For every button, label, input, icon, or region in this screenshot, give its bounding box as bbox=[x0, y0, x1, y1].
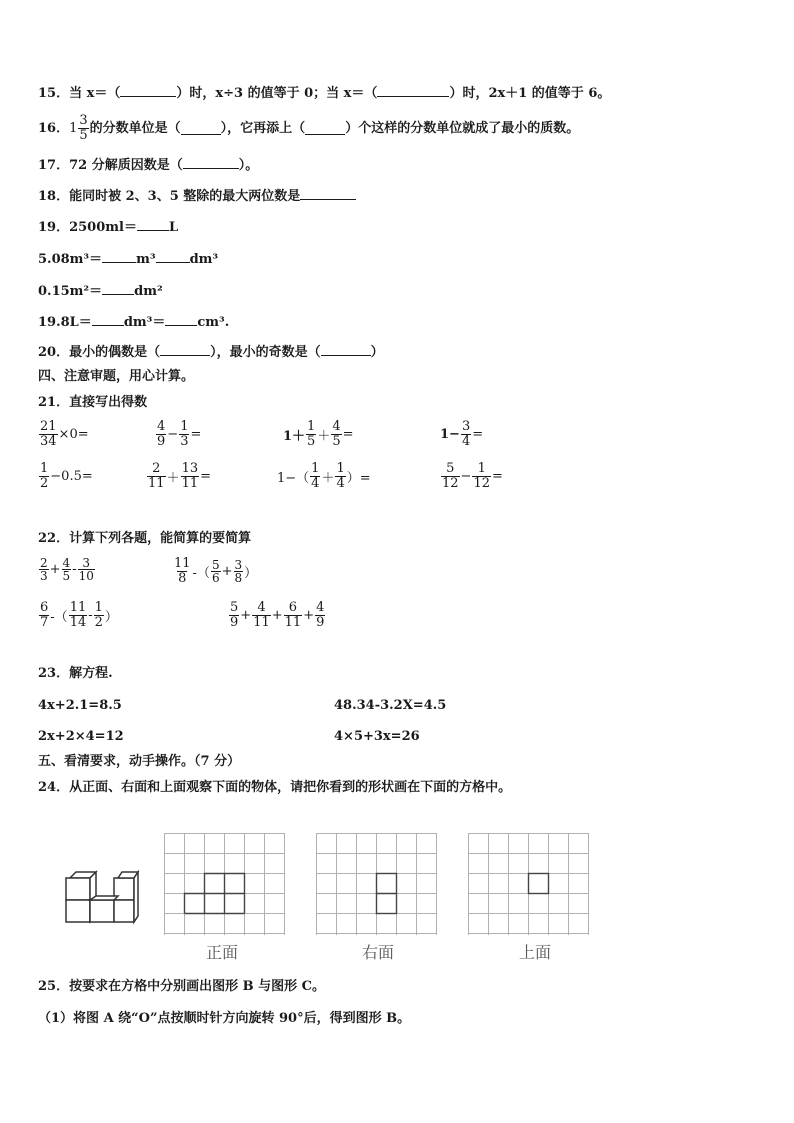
blank[interactable] bbox=[156, 250, 190, 263]
blank[interactable] bbox=[102, 250, 136, 263]
question-15: 15．当 x＝（ ）时，x÷3 的值等于 0；当 x＝（ ）时，2x＋1 的值等于 6。 bbox=[38, 86, 611, 101]
section-4-heading: 四、注意审题，用心计算。 bbox=[38, 369, 195, 384]
question-25-sub-1: （1）将图 A 绕“O”点按顺时针方向旋转 90°后，得到图形 B。 bbox=[38, 1011, 411, 1026]
grid-top[interactable] bbox=[468, 833, 592, 936]
blank[interactable] bbox=[305, 122, 345, 135]
equation-2: 48.34-3.2X=4.5 bbox=[334, 698, 447, 713]
blank[interactable] bbox=[377, 84, 449, 97]
question-22-title: 22．计算下列各题，能简算的要简算 bbox=[38, 531, 252, 546]
question-20: 20．最小的偶数是（ ），最小的奇数是（ ） bbox=[38, 345, 384, 360]
question-19: 19．2500ml＝ L bbox=[38, 220, 179, 235]
expr-21-5: $\frac{1}{2}$ −0.5= bbox=[40, 461, 93, 491]
blank[interactable] bbox=[160, 343, 210, 356]
question-21-title: 21．直接写出得数 bbox=[38, 395, 148, 410]
question-19-part-c: 0.15m²＝ dm² bbox=[38, 284, 163, 299]
blank[interactable] bbox=[321, 343, 371, 356]
equation-4: 4×5+3x=26 bbox=[334, 729, 420, 744]
section-5-heading: 五、看清要求，动手操作。（7 分） bbox=[38, 754, 241, 769]
expr-21-7: 1−（ $\frac{1}{4}$ ＋ $\frac{1}{4}$ ）= bbox=[277, 461, 371, 491]
question-18: 18．能同时被 2、3、5 整除的最大两位数是 bbox=[38, 187, 356, 205]
label-top: 上面 bbox=[519, 943, 552, 962]
blank[interactable] bbox=[183, 156, 239, 169]
blank[interactable] bbox=[181, 122, 221, 135]
grid-right[interactable] bbox=[316, 833, 440, 936]
expr-22-1: $\frac{2}{3}$ + $\frac{4}{5}$ - $\frac{3}{10}$ bbox=[40, 556, 94, 583]
grid-front[interactable] bbox=[164, 833, 288, 936]
mixed-number: 1 $\frac{3}{5}$ bbox=[69, 113, 88, 143]
expr-21-2: $\frac{4}{9}$ − $\frac{1}{3}$ = bbox=[157, 419, 202, 449]
expr-22-2: $\frac{11}{8}$ -（ $\frac{5}{6}$ + $\frac{3}{8}$ ） bbox=[174, 556, 258, 586]
expr-21-1: $\frac{21}{34}$ ×0= bbox=[40, 419, 89, 449]
blank[interactable] bbox=[120, 84, 176, 97]
question-17: 17．72 分解质因数是（ ）。 bbox=[38, 158, 259, 173]
expr-21-6: $\frac{2}{11}$ ＋ $\frac{13}{11}$ = bbox=[148, 461, 212, 491]
question-16: 16． 1 $\frac{3}{5}$ 的分数单位是（ ），它再添上（ ）个这样的分数单位就成了最小的质数。 bbox=[38, 113, 580, 143]
label-right: 右面 bbox=[362, 943, 395, 962]
equation-1: 4x+2.1=8.5 bbox=[38, 698, 122, 713]
blank[interactable] bbox=[137, 218, 169, 231]
blank[interactable] bbox=[300, 187, 356, 200]
question-25-title: 25．按要求在方格中分别画出图形 B 与图形 C。 bbox=[38, 979, 326, 994]
blank[interactable] bbox=[92, 313, 124, 326]
question-23-title: 23．解方程. bbox=[38, 666, 113, 681]
cube-figure bbox=[62, 868, 140, 930]
question-24-title: 24．从正面、右面和上面观察下面的物体，请把你看到的形状画在下面的方格中。 bbox=[38, 780, 512, 795]
blank[interactable] bbox=[165, 313, 197, 326]
expr-21-4: 1− $\frac{3}{4}$ = bbox=[440, 419, 484, 449]
label-front: 正面 bbox=[206, 943, 239, 962]
expr-22-3: $\frac{6}{7}$ -（ $\frac{11}{14}$ - $\frac{1}{2}$ ） bbox=[40, 600, 118, 630]
equation-3: 2x+2×4=12 bbox=[38, 729, 124, 744]
blank[interactable] bbox=[102, 282, 134, 295]
question-19-part-d: 19.8L＝ dm³＝ cm³. bbox=[38, 315, 230, 330]
expr-21-3: 1＋ $\frac{1}{5}$ ＋ $\frac{4}{5}$ = bbox=[283, 419, 354, 449]
question-19-part-b: 5.08m³＝ m³ dm³ bbox=[38, 252, 219, 267]
expr-22-4: $\frac{5}{9}$ + $\frac{4}{11}$ + $\frac{6}{11}$ + $\frac{4}{9}$ bbox=[230, 600, 325, 630]
expr-21-8: $\frac{5}{12}$ − $\frac{1}{12}$ = bbox=[442, 461, 503, 491]
